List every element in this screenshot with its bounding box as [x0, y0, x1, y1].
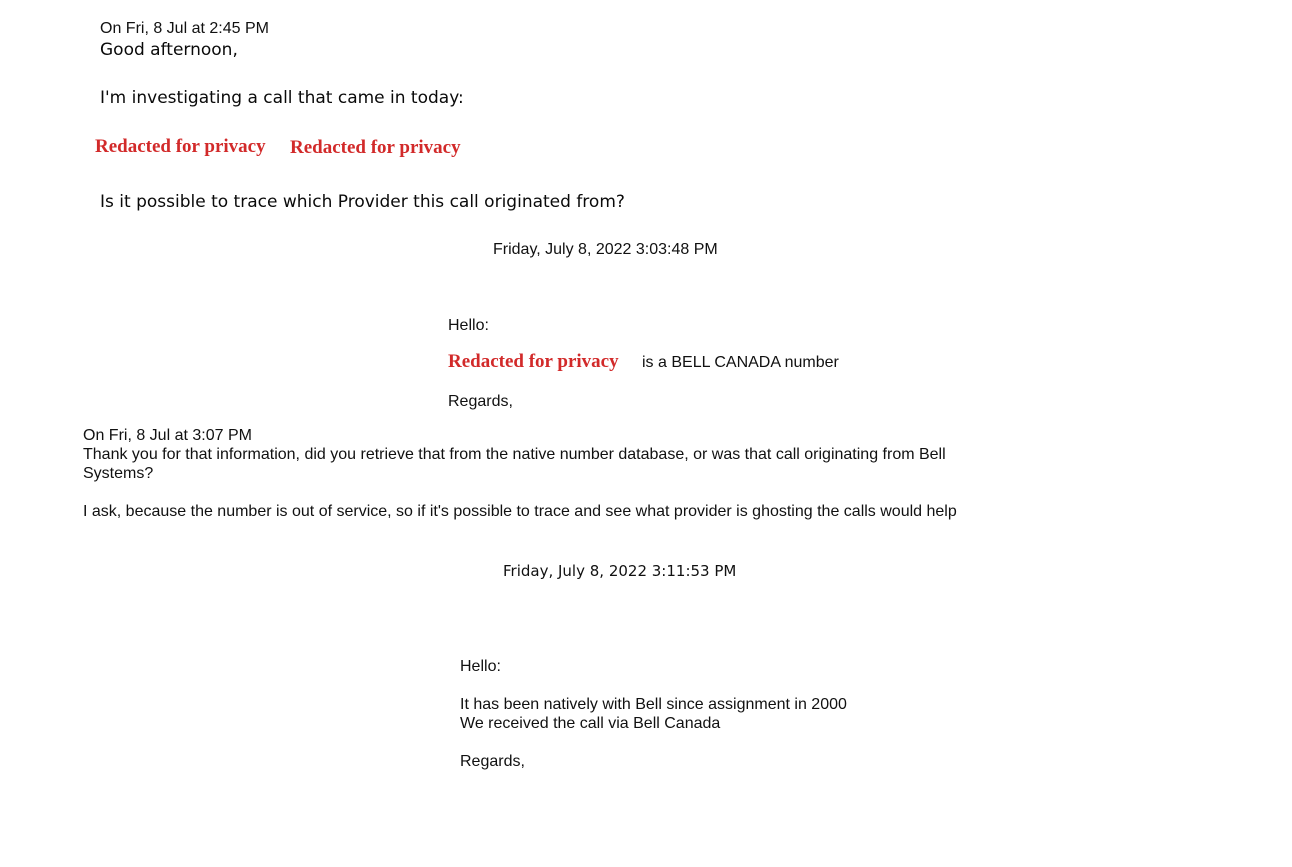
reply-line: It has been natively with Bell since assignment in 2000 [460, 696, 847, 713]
message-line: Systems? [83, 465, 154, 482]
message-question: Is it possible to trace which Provider this call originated from? [100, 192, 625, 212]
redacted-text: Redacted for privacy [448, 351, 619, 372]
message-line: I'm investigating a call that came in today: [100, 88, 464, 108]
reply-greeting: Hello: [448, 317, 489, 334]
redacted-text: Redacted for privacy [95, 136, 266, 157]
reply-greeting: Hello: [460, 658, 501, 675]
greeting: Good afternoon, [100, 40, 238, 60]
message-line: Thank you for that information, did you retrieve that from the native number database, or was that call originating from Bell [83, 446, 946, 463]
message-header: On Fri, 8 Jul at 3:07 PM [83, 427, 252, 444]
message-header: On Fri, 8 Jul at 2:45 PM [100, 20, 269, 37]
reply-statement: is a BELL CANADA number [642, 354, 839, 371]
redacted-text: Redacted for privacy [290, 137, 461, 158]
reply-timestamp: Friday, July 8, 2022 3:11:53 PM [503, 562, 737, 580]
message-line: I ask, because the number is out of service, so if it's possible to trace and see what provider is ghosting the calls would help [83, 503, 957, 520]
reply-signoff: Regards, [460, 753, 525, 770]
reply-signoff: Regards, [448, 393, 513, 410]
reply-timestamp: Friday, July 8, 2022 3:03:48 PM [493, 241, 718, 258]
reply-line: We received the call via Bell Canada [460, 715, 721, 732]
